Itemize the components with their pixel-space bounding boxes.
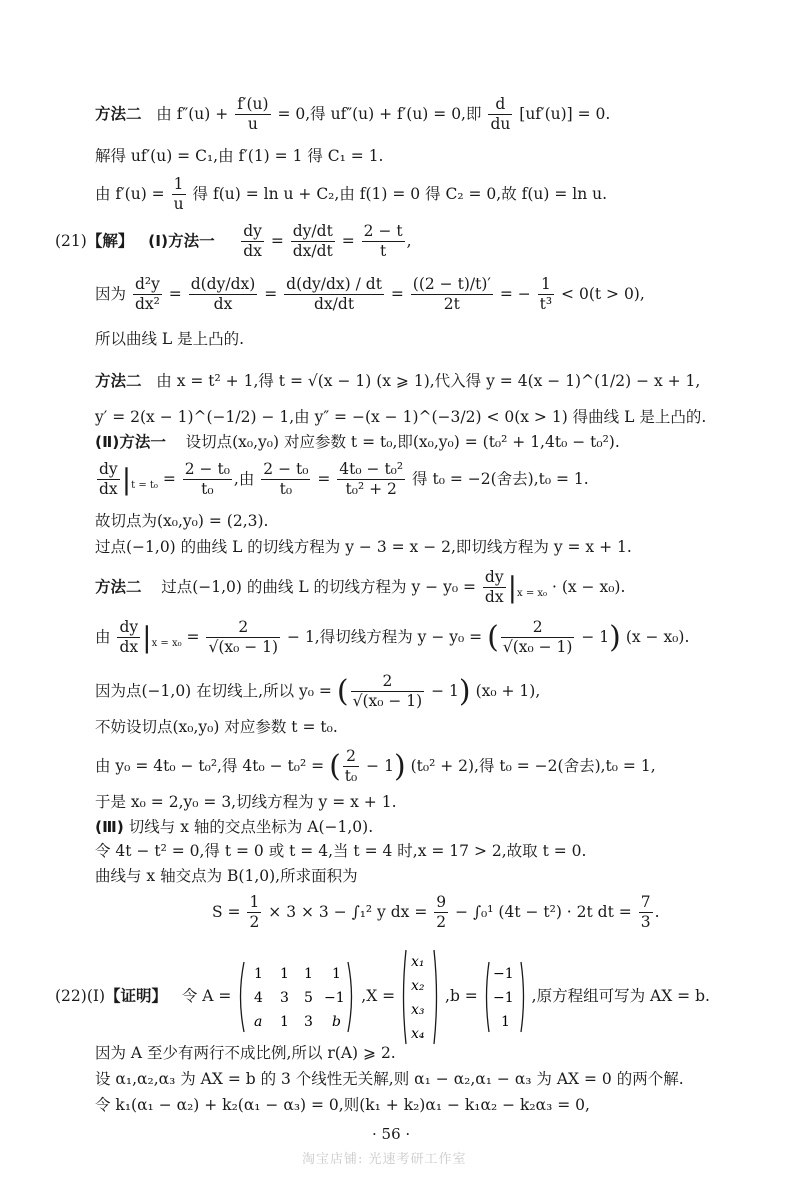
vector-X	[400, 948, 440, 1046]
fraction: $\frac{d(dy/dx)}{dx}$	[190, 275, 256, 314]
matrix-cell: a	[254, 1014, 263, 1030]
fraction: $\frac{1}{\text{t³}}$	[539, 275, 553, 314]
fraction: $\frac{d(dy/dx) / dt}{dx/dt}$	[286, 275, 382, 314]
method2-line-21: 方法二 由 x = t² + 1,得 t = √(x − 1) (x ⩾ 1),代入得 y = 4(x − 1)^(1/2) − x + 1,	[95, 372, 701, 390]
method-label: 方法一	[168, 231, 215, 250]
tangent-equation-line: 过点(−1,0) 的曲线 L 的切线方程为 y − 3 = x − 2,即切线方程为 y = x + 1.	[95, 538, 632, 556]
result-line: 由 f′(u) = $\frac{1}{u}$ 得 f(u) = ln u + C₂,由 f(1) = 0 得 C₂ = 0,故 f(u) = ln u.	[95, 175, 608, 214]
method2-line-1	[95, 95, 610, 135]
fraction: $\frac{((2 - t)/t)'}{2t}$	[412, 275, 491, 314]
q22-header: (22)(Ⅰ)【证明】 令 A = 1 1 1 1 4 3 5 −1 a 1 3 b ,X = x₁ x₂ x₃ x₄ ,b = −1 −1 1 ,原方程组可写为 AX = b.	[55, 948, 710, 1046]
intersection-line: 令 4t − t² = 0,得 t = 0 或 t = 4,当 t = 4 时,x = 17 > 2,故取 t = 0.	[95, 842, 587, 860]
slope-line: 由 $\frac{dy}{dx}$ $|_{x = x_0}$ = $\frac{2}{\text{√(x₀ − 1)}}$ − 1,得切线方程为 y − y₀ = ( $\frac{2}{\text{√(x₀ − 1)}}$ − 1) (x − x₀).	[95, 618, 690, 657]
matrix-cell: 1	[304, 966, 314, 982]
method-label: 方法二	[95, 372, 142, 390]
point-on-tangent-line: 因为点(−1,0) 在切线上,所以 y₀ = ( $\frac{2}{\text{√(x₀ − 1)}}$ − 1) (x₀ + 1),	[95, 672, 541, 711]
matrix-cell: 3	[304, 1014, 314, 1030]
matrix-cell: 1	[280, 1014, 290, 1030]
tangent-param-line: $\frac{dy}{dx}$ $|_{t = t_0}$ = $\frac{\text{2 − t₀}}{\text{t₀}}$ ,由 $\frac{\text{2 − t₀}}{\text{t₀}}$ = $\frac{\text{4t₀ − t₀²}}{\text{t₀² + 2}}$ 得 t₀ = −2(舍去),t₀ = 1.	[99, 460, 589, 499]
fraction: $\frac{\text{2 − t₀}}{\text{t₀}}$	[184, 460, 230, 499]
matrix-A	[236, 960, 356, 1034]
question-number: (21)	[55, 231, 87, 250]
answer-label: 【解】	[86, 231, 134, 250]
assume-line: 不妨设切点(x₀,y₀) 对应参数 t = t₀.	[95, 718, 338, 736]
rank-line: 因为 A 至少有两行不成比例,所以 r(A) ⩾ 2.	[95, 1044, 396, 1062]
matrix-cell: 1	[254, 966, 264, 982]
fraction: $\frac{dy}{dx}$	[243, 222, 262, 261]
fraction: $\frac{f'(u)}{u}$	[237, 95, 269, 134]
fraction: $\frac{dy/dt}{dx/dt}$	[292, 222, 333, 261]
fraction: $\frac{1}{u}$	[173, 175, 184, 214]
fraction: $\frac{dy}{dx}$	[484, 568, 504, 607]
vector-cell: −1	[492, 990, 514, 1006]
area-formula-line: S = $\frac{1}{2}$ × 3 × 3 − ∫₁² y dx = $\frac{9}{2}$ − ∫₀¹ (4t − t²) · 2t dt = $\frac{7}{3}$ .	[212, 893, 660, 932]
vector-cell: x₃	[411, 1002, 425, 1018]
tangent-result-line: 于是 x₀ = 2,y₀ = 3,切线方程为 y = x + 1.	[95, 793, 397, 811]
conclusion-line: 所以曲线 L 是上凸的.	[95, 330, 245, 348]
matrix-cell: 1	[280, 966, 290, 982]
question-number: (22)	[55, 987, 87, 1005]
fraction: $\frac{9}{2}$	[436, 893, 447, 932]
vector-cell: 1	[500, 1014, 510, 1030]
fraction: $\frac{dy}{dx}$	[119, 618, 139, 657]
text: = 0,得 uf″(u) + f′(u) = 0,即	[277, 104, 482, 123]
matrix-cell: 4	[254, 990, 264, 1006]
method-label: 方法一	[119, 433, 166, 451]
text: 由 f″(u) +	[156, 104, 229, 123]
fraction: $\frac{2}{\text{t₀}}$	[344, 747, 358, 786]
second-derivative-line: 因为 $\frac{\text{d²y}}{\text{dx²}}$ = $\frac{d(dy/dx)}{dx}$ = $\frac{d(dy/dx) / dt}{dx/dt}$ = $\frac{((2 - t)/t)'}{2t}$ = − $\frac{1}{\text{t³}}$ < 0(t > 0),	[95, 275, 645, 314]
footer-watermark: 淘宝店铺: 光速考研工作室	[302, 1152, 467, 1167]
part2-line: (Ⅱ)方法一 设切点(x₀,y₀) 对应参数 t = t₀,即(x₀,y₀) = (t₀² + 1,4t₀ − t₀²).	[95, 433, 620, 451]
solve-t0-line: 由 y₀ = 4t₀ − t₀²,得 4t₀ − t₀² = ( $\frac{2}{\text{t₀}}$ − 1) (t₀² + 2),得 t₀ = −2(舍去),t₀ = 1,	[95, 747, 656, 786]
fraction: $\frac{\text{d²y}}{\text{dx²}}$	[134, 275, 160, 314]
method-label: 方法二	[95, 577, 142, 596]
fraction: $\frac{7}{3}$	[640, 893, 651, 932]
linear-combination-line: 令 k₁(α₁ − α₂) + k₂(α₁ − α₃) = 0,则(k₁ + k₂)α₁ − k₁α₂ − k₂α₃ = 0,	[95, 1096, 590, 1114]
vector-cell: −1	[492, 966, 514, 982]
fraction: $\frac{1}{2}$	[249, 893, 260, 932]
matrix-cell: 1	[332, 966, 342, 982]
fraction: $\frac{\text{4t₀ − t₀²}}{\text{t₀² + 2}}$	[339, 460, 404, 499]
page-number: · 56 ·	[372, 1125, 411, 1143]
proof-label: 【证明】	[105, 987, 168, 1005]
matrix-cell: 3	[280, 990, 290, 1006]
method-label: 方法二	[95, 104, 142, 123]
vector-b	[483, 960, 527, 1034]
part3-line: (Ⅲ) 切线与 x 轴的交点坐标为 A(−1,0).	[95, 818, 374, 836]
fraction: $\frac{2}{\text{√(x₀ − 1)}}$	[502, 618, 573, 657]
fraction: $\frac{dy}{dx}$	[99, 460, 118, 499]
area-intro-line: 曲线与 x 轴交点为 B(1,0),所求面积为	[95, 867, 358, 885]
tangent-point-line: 故切点为(x₀,y₀) = (2,3).	[95, 512, 269, 530]
fraction: $\frac{2}{\text{√(x₀ − 1)}}$	[352, 672, 423, 711]
vector-cell: x₂	[411, 978, 425, 994]
derivative-line: y′ = 2(x − 1)^(−1/2) − 1,由 y″ = −(x − 1)^(−3/2) < 0(x > 1) 得曲线 L 是上凸的.	[95, 408, 707, 426]
method2-tangent-line: 方法二 过点(−1,0) 的曲线 L 的切线方程为 y − y₀ = $\frac{dy}{dx}$ $|_{x = x_0} \cdot (x - x_0)$.	[95, 568, 626, 607]
matrix-cell: −1	[324, 990, 345, 1006]
fraction: $\frac{2 - t}{t}$	[363, 222, 403, 261]
fraction: $\frac{2}{\text{√(x₀ − 1)}}$	[208, 618, 279, 657]
solve-line: 解得 uf′(u) = C₁,由 f′(1) = 1 得 C₁ = 1.	[95, 147, 384, 165]
matrix-cell: 5	[304, 990, 314, 1006]
matrix-cell: b	[332, 1014, 342, 1030]
fraction: $\frac{d}{du}$	[490, 95, 511, 134]
vector-cell: x₁	[411, 954, 425, 970]
vector-cell: x₄	[411, 1026, 425, 1042]
text: [uf′(u)] = 0.	[519, 104, 611, 123]
q21-header: (21)【解】 (Ⅰ)方法一 $\frac{dy}{dx}$ = $\frac{dy/dt}{dx/dt}$ = $\frac{2 - t}{t}$ ,	[55, 222, 412, 261]
independent-solutions-line: 设 α₁,α₂,α₃ 为 AX = b 的 3 个线性无关解,则 α₁ − α₂,α₁ − α₃ 为 AX = 0 的两个解.	[95, 1070, 684, 1088]
fraction: $\frac{\text{2 − t₀}}{\text{t₀}}$	[263, 460, 309, 499]
